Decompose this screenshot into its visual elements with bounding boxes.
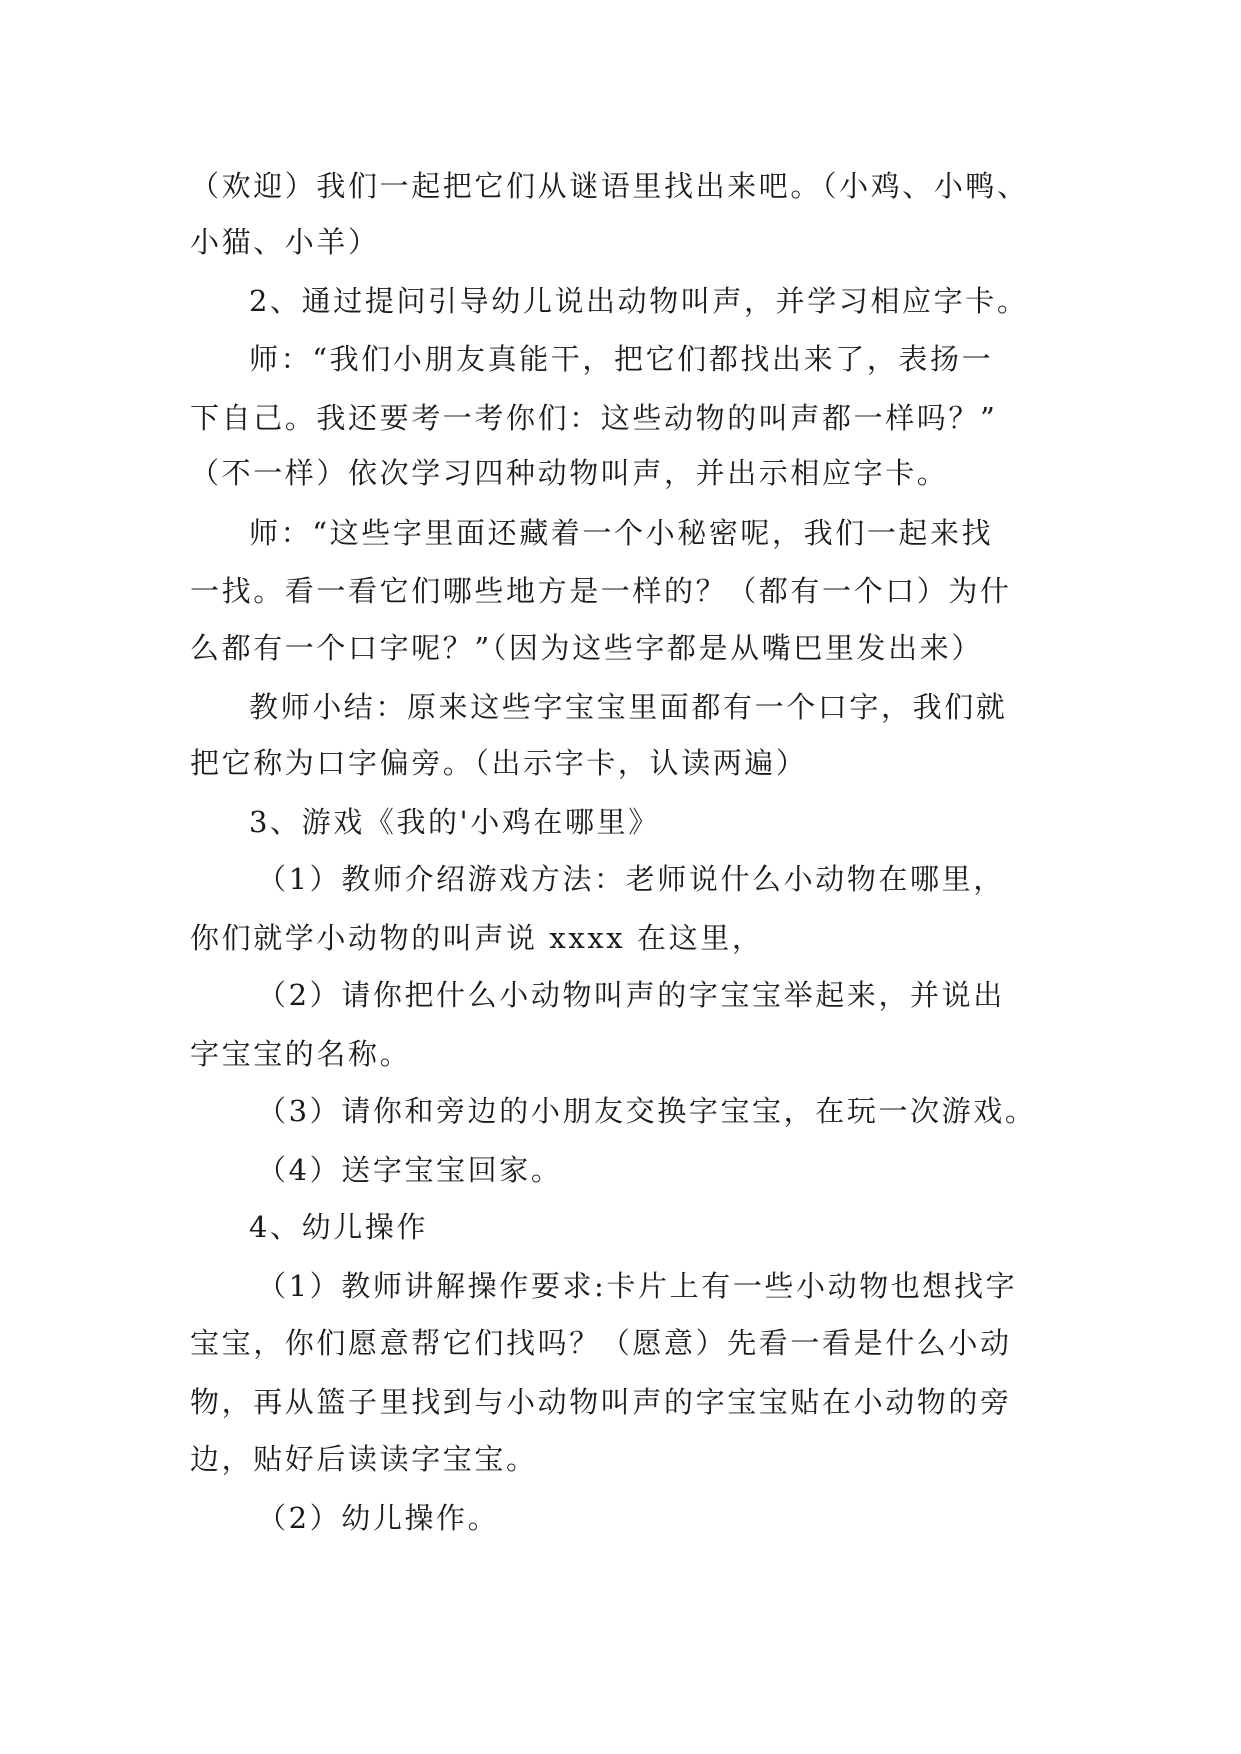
text-line-3: 2、通过提问引导幼儿说出动物叫声，并学习相应字卡。: [249, 284, 1029, 318]
text-line-9: 么都有一个口字呢？”（因为这些字都是从嘴巴里发出来）: [190, 631, 983, 665]
text-line-15: （2）请你把什么小动物叫声的字宝宝举起来，并说出: [257, 978, 1005, 1012]
text-line-17: （3）请你和旁边的小朋友交换字宝宝，在玩一次游戏。: [257, 1094, 1037, 1128]
text-line-7: 师：“这些字里面还藏着一个小秘密呢，我们一起来找: [249, 516, 994, 550]
text-line-4: 师：“我们小朋友真能干，把它们都找出来了，表扬一: [249, 342, 994, 376]
text-line-24: （2）幼儿操作。: [257, 1501, 500, 1535]
text-line-21: 宝宝，你们愿意帮它们找吗？（愿意）先看一看是什么小动: [190, 1326, 1012, 1360]
text-line-13: （1）教师介绍游戏方法：老师说什么小动物在哪里，: [257, 862, 1005, 896]
text-line-14: 你们就学小动物的叫声说 xxxx 在这里，: [190, 921, 764, 955]
text-line-5: 下自己。我还要考一考你们：这些动物的叫声都一样吗？”: [190, 401, 998, 435]
text-line-10: 教师小结：原来这些字宝宝里面都有一个口字，我们就: [249, 690, 1008, 724]
text-line-6: （不一样）依次学习四种动物叫声，并出示相应字卡。: [190, 456, 949, 490]
text-line-8: 一找。看一看它们哪些地方是一样的？（都有一个口）为什: [190, 574, 1012, 608]
text-line-22: 物，再从篮子里找到与小动物叫声的字宝宝贴在小动物的旁: [190, 1385, 1012, 1419]
text-line-19: 4、幼儿操作: [249, 1210, 429, 1244]
text-line-23: 边，贴好后读读字宝宝。: [190, 1442, 538, 1476]
text-line-12: 3、游戏《我的'小鸡在哪里》: [249, 805, 660, 839]
text-line-1: （欢迎）我们一起把它们从谜语里找出来吧。（小鸡、小鸭、: [190, 169, 1029, 203]
text-line-2: 小猫、小羊）: [190, 225, 380, 259]
text-line-16: 字宝宝的名称。: [190, 1037, 412, 1071]
text-line-11: 把它称为口字偏旁。（出示字卡，认读两遍）: [190, 746, 808, 780]
text-line-20: （1）教师讲解操作要求:卡片上有一些小动物也想找字: [257, 1269, 1018, 1303]
text-line-18: （4）送字宝宝回家。: [257, 1153, 563, 1187]
